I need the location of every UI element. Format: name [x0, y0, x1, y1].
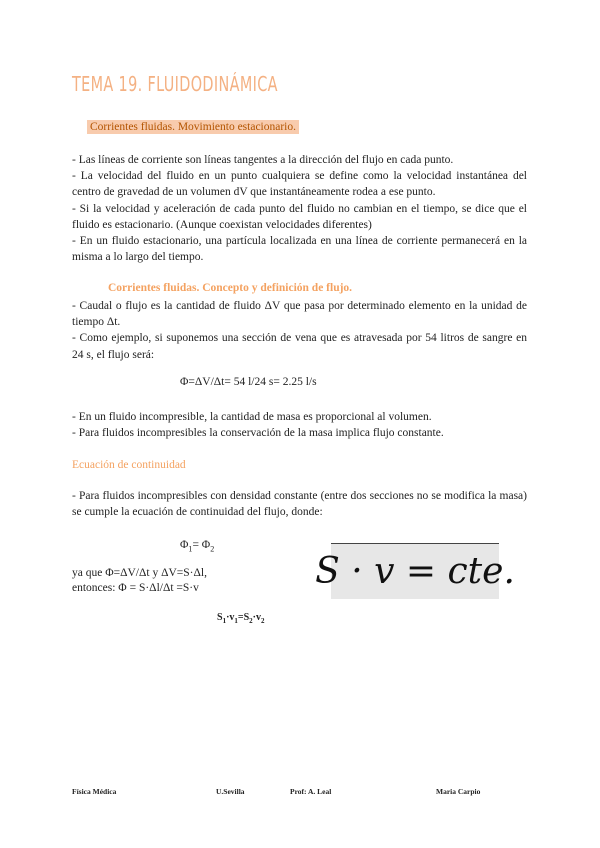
section1-body — [72, 152, 527, 265]
derivation-line-a: ya que Φ=ΔV/Δt y ΔV=S·Δl, — [72, 567, 207, 579]
boxed-formula-image: S · v = cte. — [331, 543, 499, 599]
phi-equality — [180, 539, 214, 553]
section1-heading: Corrientes fluidas. Movimiento estacionario. — [87, 120, 299, 134]
section2-bullet-3: - En un fluido incompresible, la cantidad de masa es proporcional al volumen. — [72, 411, 432, 423]
derivation-line-b: entonces: Φ = S·Δl/Δt =S·v — [72, 582, 199, 594]
footer-author: Maria Carpio — [436, 787, 481, 796]
section2-bullet-4: - Para fluidos incompresibles la conservación de la masa implica flujo constante. — [72, 427, 444, 440]
sv-sub1b: 1 — [234, 617, 238, 625]
phi-eq-sub1: 1 — [188, 544, 193, 554]
section3-intro-text: - Para fluidos incompresibles con densidad constante (entre dos secciones no se modifica la masa) se cumple la ecuación de continuidad del flujo, donde: — [72, 490, 527, 519]
phi-eq-left: Φ — [180, 539, 189, 551]
section1-bullet-3: - Si la velocidad y aceleración de cada punto del fluido no cambian en el tiempo, se dice que el fluido es estacionario. (Aunque coexistan velocidades diferentes) — [72, 202, 527, 231]
section2-bullet-2: - Como ejemplo, si suponemos una sección de vena que es atravesada por 54 litros de sangre en 24 s, el flujo será: — [72, 332, 527, 361]
section2-body — [72, 298, 527, 363]
sv-sub2a: 2 — [249, 617, 253, 625]
sv-eq: =S — [237, 612, 250, 623]
sv-v2: ·v — [252, 612, 262, 623]
footer-subject: Física Médica — [72, 787, 117, 796]
footer-university: U.Sevilla — [216, 787, 245, 796]
sv-sub2b: 2 — [261, 617, 265, 625]
section3-heading: Ecuación de continuidad — [72, 459, 186, 471]
section1-bullet-4: - En un fluido estacionario, una partícula localizada en una línea de corriente permanecerá en la misma a lo largo del tiempo. — [72, 235, 527, 264]
continuity-equation — [217, 612, 265, 625]
phi-eq-mid: = Φ — [192, 539, 211, 551]
section1-bullet-2: - La velocidad del fluido en un punto cualquiera se define como la velocidad instantánea del centro de gravedad de un volumen dV que instantáneamente rodea a ese punto. — [72, 170, 527, 199]
section1-bullet-1: - Las líneas de corriente son líneas tangentes a la dirección del flujo en cada punto. — [72, 154, 454, 166]
footer-professor: Prof: A. Leal — [290, 787, 332, 796]
section2-body-after — [72, 409, 527, 441]
page-title: TEMA 19. FLUIDODINÁMICA — [72, 72, 278, 96]
section2-heading: Corrientes fluidas. Concepto y definición de flujo. — [108, 282, 353, 294]
flow-formula: Φ=ΔV/Δt= 54 l/24 s= 2.25 l/s — [180, 376, 317, 388]
sv-sub1a: 1 — [222, 617, 227, 625]
phi-eq-sub2: 2 — [210, 544, 215, 554]
sv-v1: ·v — [226, 612, 235, 623]
sv-s1: S — [217, 612, 223, 623]
section3-intro — [72, 488, 527, 520]
section2-bullet-1: - Caudal o flujo es la cantidad de fluido ΔV que pasa por determinado elemento en la unidad de tiempo Δt. — [72, 300, 527, 329]
